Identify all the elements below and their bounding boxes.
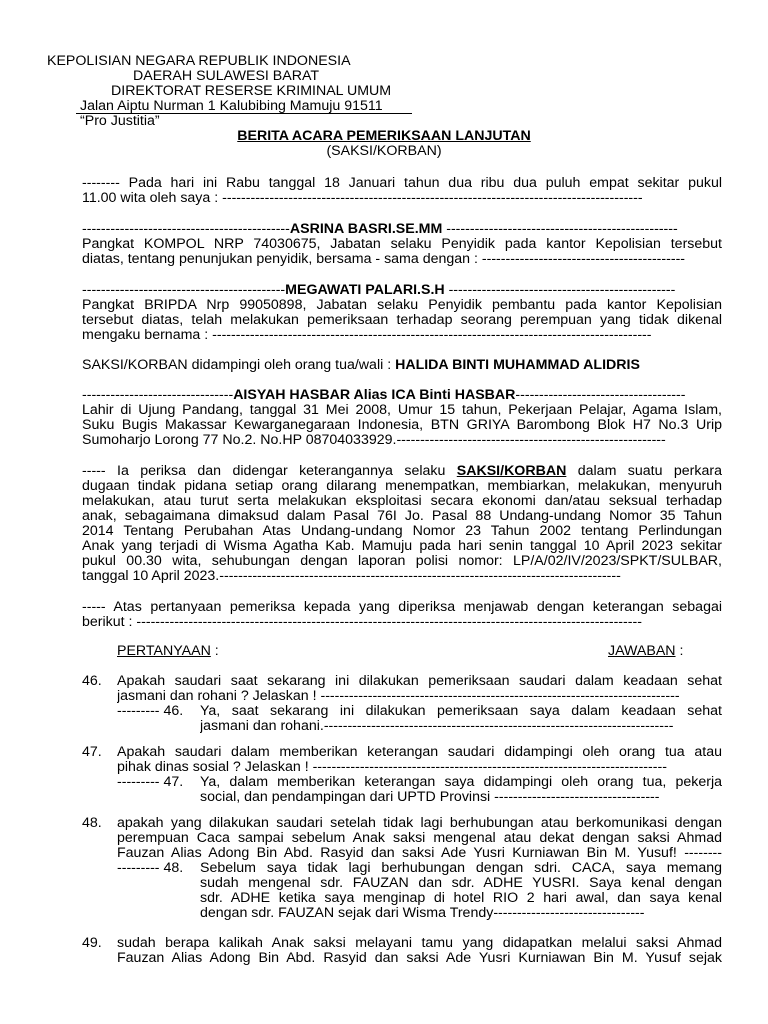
examined-line: Anak yang terjadi di Wisma Agatha Kab. Mamuju pada hari senin tanggal 10 April 2023 sekitar bbox=[82, 539, 722, 554]
question-text: sudah berapa kalikah Anak saksi melayani tamu yang didapatkan melalui saksi Ahmad bbox=[117, 936, 722, 951]
answer-intro-line: berikut : ----------------------------------------------------------------------------------------------------------- bbox=[82, 615, 642, 630]
witness-desc: Sumoharjo Lorong 77 No.2. No.HP 08704033929.--------------------------------------------------------- bbox=[82, 433, 666, 448]
question-text: Apakah saudari dalam memberikan keterangan saudari didampingi oleh orang tua atau bbox=[117, 745, 722, 760]
question-text: Apakah saudari saat sekarang ini dilakukan pemeriksaan saudari dalam keadaan sehat bbox=[117, 674, 722, 689]
examined-line bbox=[82, 464, 722, 479]
answer-text: sudah mengenal sdr. FAUZAN dan sdr. ADHE YUSRI. Saya kenal dengan bbox=[200, 876, 722, 891]
question-number: 47. bbox=[82, 744, 102, 760]
question-column-heading bbox=[117, 644, 219, 659]
investigator2-desc: tersebut diatas, telah melakukan pemeriksaan terhadap seorang perempuan yang tidak dikenal bbox=[82, 313, 722, 328]
intro-line: 11.00 wita oleh saya : ----------------------------------------------------------------------------------------- bbox=[82, 191, 643, 206]
intro-line: -------- Pada hari ini Rabu tanggal 18 Januari tahun dua ribu dua puluh empat sekitar pukul bbox=[82, 176, 722, 191]
examined-role: SAKSI/KORBAN bbox=[456, 464, 567, 479]
answer-number: --------- 46. bbox=[117, 703, 184, 719]
examined-line: 2014 Tentang Perubahan Atas Undang-undang Nomor 23 Tahun 2002 tentang Perlindungan bbox=[82, 524, 722, 539]
dash-filler: ------------------------------------ bbox=[515, 387, 686, 403]
question-text: perempuan Caca sampai sebelum Anak saksi mengenal atau dekat dengan saksi Ahmad bbox=[117, 831, 722, 846]
question-text: jasmani dan rohani ? Jelaskan ! ---------------------------------------------------------------------------- bbox=[117, 689, 680, 704]
examined-suffix: dalam suatu perkara bbox=[566, 464, 722, 479]
question-text: apakah yang dilakukan saudari setelah tidak lagi berhubungan atau berkomunikasi dengan bbox=[117, 816, 722, 831]
answer-text: Ya, dalam memberikan keterangan saya didampingi oleh orang tua, pekerja bbox=[200, 775, 722, 790]
investigator1-name: ASRINA BASRI.SE.MM bbox=[289, 221, 443, 237]
examined-line: dugaan tindak pidana setiap orang dilarang menempatkan, membiarkan, melakukan, menyuruh bbox=[82, 479, 722, 494]
investigator1-desc: Pangkat KOMPOL NRP 74030675, Jabatan selaku Penyidik pada kantor Kepolisian tersebut bbox=[82, 237, 722, 252]
answer-text: dengan sdr. FAUZAN sejak dari Wisma Trendy-------------------------------- bbox=[200, 906, 645, 921]
question-text: pihak dinas sosial ? Jelaskan ! --------------------------------------------------------------------------- bbox=[117, 760, 667, 775]
question-label: PERTANYAAN bbox=[117, 643, 211, 659]
guardian-line bbox=[82, 358, 640, 373]
investigator2-desc: mengaku bernama : --------------------------------------------------------------------------------------------- bbox=[82, 328, 652, 343]
witness-desc: Suku Bugis Makassar Kewarganegaraan Indonesia, BTN GRIYA Barombong Blok H7 No.3 Urip bbox=[82, 418, 722, 433]
answer-number: --------- 47. bbox=[117, 774, 184, 790]
investigator2-name: MEGAWATI PALARI.S.H bbox=[285, 282, 445, 298]
dash-filler: ------------------------------------------- bbox=[82, 282, 286, 298]
examined-line: pukul 00.30 wita, sehubungan dengan laporan polisi nomor: LP/A/02/IV/2023/SPKT/SULBAR, bbox=[82, 554, 722, 569]
investigator2-heading bbox=[82, 283, 675, 298]
answer-text: Sebelum saya tidak lagi berhubungan dengan sdri. CACA, saya memang bbox=[200, 861, 722, 876]
document-subtitle: (SAKSI/KORBAN) bbox=[326, 143, 442, 159]
investigator2-desc: Pangkat BRIPDA Nrp 99050898, Jabatan selaku Penyidik pembantu pada kantor Kepolisian bbox=[82, 298, 722, 313]
witness-heading bbox=[82, 388, 685, 403]
question-colon: : bbox=[210, 643, 219, 659]
dash-filler: -------------------------------------------- bbox=[82, 221, 290, 237]
examined-line: tanggal 10 April 2023.------------------------------------------------------------------------------------- bbox=[82, 569, 621, 584]
answer-intro-line: ----- Atas pertanyaan pemeriksa kepada yang diperiksa menjawab dengan keterangan sebagai bbox=[82, 600, 722, 615]
answer-text: sdr. ADHE ketika saya menginap di hotel RIO 2 hari awal, dan saya kenal bbox=[200, 891, 722, 906]
question-text: Fauzan Alias Adong Bin Abd. Rasyid dan saksi Ade Yusri Kurniawan Bin M. Yusuf sejak bbox=[117, 951, 722, 966]
guardian-name: HALIDA BINTI MUHAMMAD ALIDRIS bbox=[395, 357, 640, 373]
dash-filler: -------------------------------- bbox=[82, 387, 234, 403]
dash-filler: ------------------------------------------------ bbox=[444, 282, 676, 298]
header-address: Jalan Aiptu Nurman 1 Kalubibing Mamuju 91511 bbox=[80, 98, 383, 114]
witness-name: AISYAH HASBAR Alias ICA Binti HASBAR bbox=[233, 387, 516, 403]
question-text: Fauzan Alias Adong Bin Abd. Rasyid dan saksi Ade Yusri Kurniawan Bin M. Yusuf! -------- bbox=[117, 846, 722, 861]
guardian-prefix: SAKSI/KORBAN didampingi oleh orang tua/wali : bbox=[82, 357, 396, 373]
answer-text: social, dan pendampingan dari UPTD Provinsi ----------------------------------- bbox=[200, 790, 660, 805]
header-motto: “Pro Justitia” bbox=[80, 113, 160, 129]
answer-label: JAWABAN bbox=[608, 643, 676, 659]
question-number: 49. bbox=[82, 935, 102, 951]
header-region: DAERAH SULAWESI BARAT bbox=[133, 68, 320, 84]
document-title: BERITA ACARA PEMERIKSAAN LANJUTAN bbox=[237, 128, 531, 144]
investigator1-heading bbox=[82, 222, 678, 237]
question-number: 46. bbox=[82, 673, 102, 689]
answer-text: Ya, saat sekarang ini dilakukan pemeriksaan saya dalam keadaan sehat bbox=[200, 704, 722, 719]
header-directorate: DIREKTORAT RESERSE KRIMINAL UMUM bbox=[111, 83, 392, 99]
question-number: 48. bbox=[82, 815, 102, 831]
answer-colon: : bbox=[675, 643, 684, 659]
examined-line: melakukan, atau turut serta melakukan eksploitasi secara ekonomi dan/atau seksual terhadap bbox=[82, 494, 722, 509]
witness-desc: Lahir di Ujung Pandang, tanggal 31 Mei 2008, Umur 15 tahun, Pekerjaan Pelajar, Agama Islam, bbox=[82, 403, 722, 418]
answer-number: --------- 48. bbox=[117, 860, 184, 876]
dash-filler: ------------------------------------------------- bbox=[442, 221, 678, 237]
investigator1-desc: diatas, tentang penunjukan penyidik, bersama - sama dengan : ------------------------------------------- bbox=[82, 252, 686, 267]
answer-column-heading bbox=[608, 644, 683, 659]
examined-prefix: ----- Ia periksa dan didengar keterangannya selaku bbox=[82, 464, 457, 479]
answer-text: jasmani dan rohani.-------------------------------------------------------------------------- bbox=[200, 719, 674, 734]
examined-line: anak, sebagaimana dimaksud dalam Pasal 76I Jo. Pasal 88 Undang-undang Nomor 35 Tahun bbox=[82, 509, 722, 524]
header-institution: KEPOLISIAN NEGARA REPUBLIK INDONESIA bbox=[47, 53, 351, 69]
